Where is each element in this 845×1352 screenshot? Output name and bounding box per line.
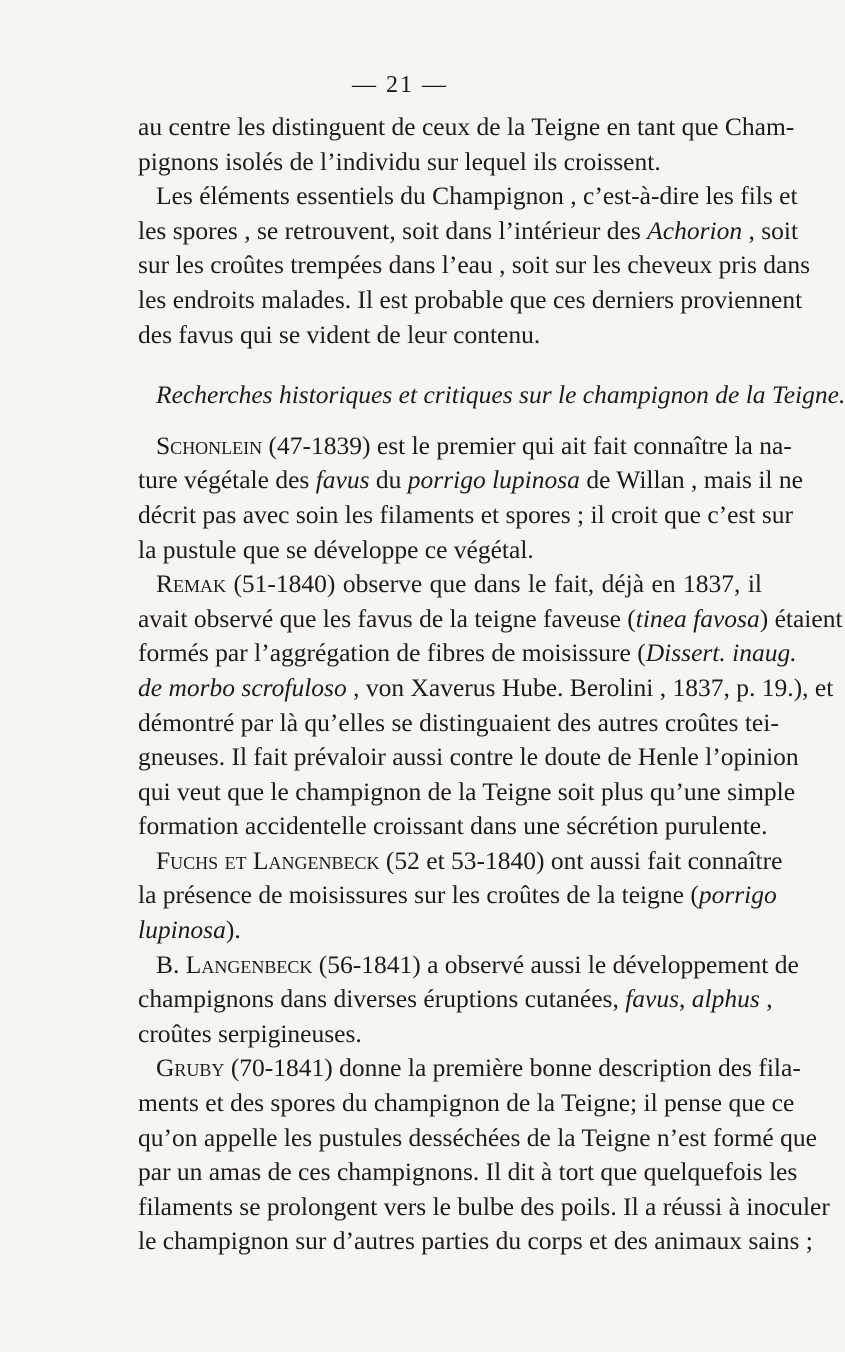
paragraph-elements bbox=[138, 179, 811, 352]
text-line: Fuchs et Langenbeck (52 et 53-1840) ont aussi fait connaître bbox=[156, 845, 783, 875]
text-line: décrit pas avec soin les filaments et spores ; il croit que c’est sur bbox=[138, 499, 794, 529]
text-line: gneuses. Il fait prévaloir aussi contre le doute de Henle l’opinion bbox=[138, 742, 799, 772]
page-number: — 21 — bbox=[352, 72, 448, 98]
paragraph-remak bbox=[138, 567, 843, 844]
text-line: par un amas de ces champignons. Il dit à tort que quelquefois les bbox=[138, 1157, 798, 1187]
text-line: lupinosa). bbox=[138, 915, 241, 945]
text-line: des favus qui se vident de leur contenu. bbox=[138, 319, 541, 349]
text-line: filaments se prolongent vers le bulbe des poils. Il a réussi à inoculer bbox=[138, 1191, 830, 1221]
section-heading: Recherches historiques et critiques sur le champignon de la Teigne. bbox=[156, 380, 845, 410]
author-name: Fuchs et Langenbeck bbox=[156, 845, 380, 875]
text-line: la pustule que se développe ce végétal. bbox=[138, 534, 534, 564]
text-line: les spores , se retrouvent, soit dans l’intérieur des Achorion , soit bbox=[138, 215, 799, 245]
text-line: ments et des spores du champignon de la Teigne; il pense que ce bbox=[138, 1088, 795, 1118]
author-name: Langenbeck bbox=[185, 949, 313, 979]
text-line: croûtes serpigineuses. bbox=[138, 1018, 362, 1048]
text-line: le champignon sur d’autres parties du corps et des animaux sains ; bbox=[138, 1226, 813, 1256]
text-line: qu’on appelle les pustules desséchées de la Teigne n’est formé que bbox=[138, 1122, 817, 1152]
text-line: formation accidentelle croissant dans une sécrétion purulente. bbox=[138, 811, 768, 841]
text-line: au centre les distinguent de ceux de la Teigne en tant que Cham- bbox=[138, 112, 795, 141]
paragraph-continuation bbox=[138, 110, 795, 179]
paragraph-schonlein bbox=[138, 429, 803, 567]
italic-term: Achorion bbox=[647, 215, 743, 245]
text-line: la présence de moisissures sur les croûtes de la teigne (porrigo bbox=[138, 880, 777, 910]
paragraph-gruby bbox=[138, 1051, 830, 1259]
author-name: Remak bbox=[156, 569, 227, 599]
text-line: formés par l’aggrégation de fibres de moisissure (Dissert. inaug. bbox=[138, 638, 797, 668]
text-line: ture végétale des favus du porrigo lupinosa de Willan , mais il ne bbox=[138, 465, 803, 495]
text-line: Les éléments essentiels du Champignon , c’est-à-dire les fils et bbox=[156, 181, 798, 211]
text-line: sur les croûtes trempées dans l’eau , soit sur les cheveux pris dans bbox=[138, 250, 811, 280]
text-line: de morbo scrofuloso , von Xaverus Hube. Berolini , 1837, p. 19.), et bbox=[138, 672, 834, 702]
text-line: B. Langenbeck (56-1841) a observé aussi le développement de bbox=[156, 949, 799, 979]
text-line: Schonlein (47-1839) est le premier qui ait fait connaître la na- bbox=[156, 430, 792, 460]
text-line: pignons isolés de l’individu sur lequel ils croissent. bbox=[138, 146, 661, 176]
body-text bbox=[138, 110, 845, 1259]
text-line: Remak (51-1840) observe que dans le fait, déjà en 1837, il bbox=[156, 569, 762, 599]
author-name: Schonlein bbox=[156, 430, 263, 460]
paragraph-b-langenbeck bbox=[138, 948, 799, 1052]
text-line: qui veut que le champignon de la Teigne soit plus qu’une simple bbox=[138, 776, 796, 806]
text-line: les endroits malades. Il est probable que ces derniers proviennent bbox=[138, 284, 803, 314]
text-line: champignons dans diverses éruptions cutanées, favus, alphus , bbox=[138, 984, 773, 1014]
paragraph-fuchs-langenbeck bbox=[138, 844, 783, 948]
author-name: Gruby bbox=[156, 1053, 225, 1083]
text-line: avait observé que les favus de la teigne faveuse (tinea favosa) étaient bbox=[138, 603, 843, 633]
text-line: Gruby (70-1841) donne la première bonne description des fila- bbox=[156, 1053, 801, 1083]
text-line: démontré par là qu’elles se distinguaient des autres croûtes tei- bbox=[138, 707, 779, 737]
